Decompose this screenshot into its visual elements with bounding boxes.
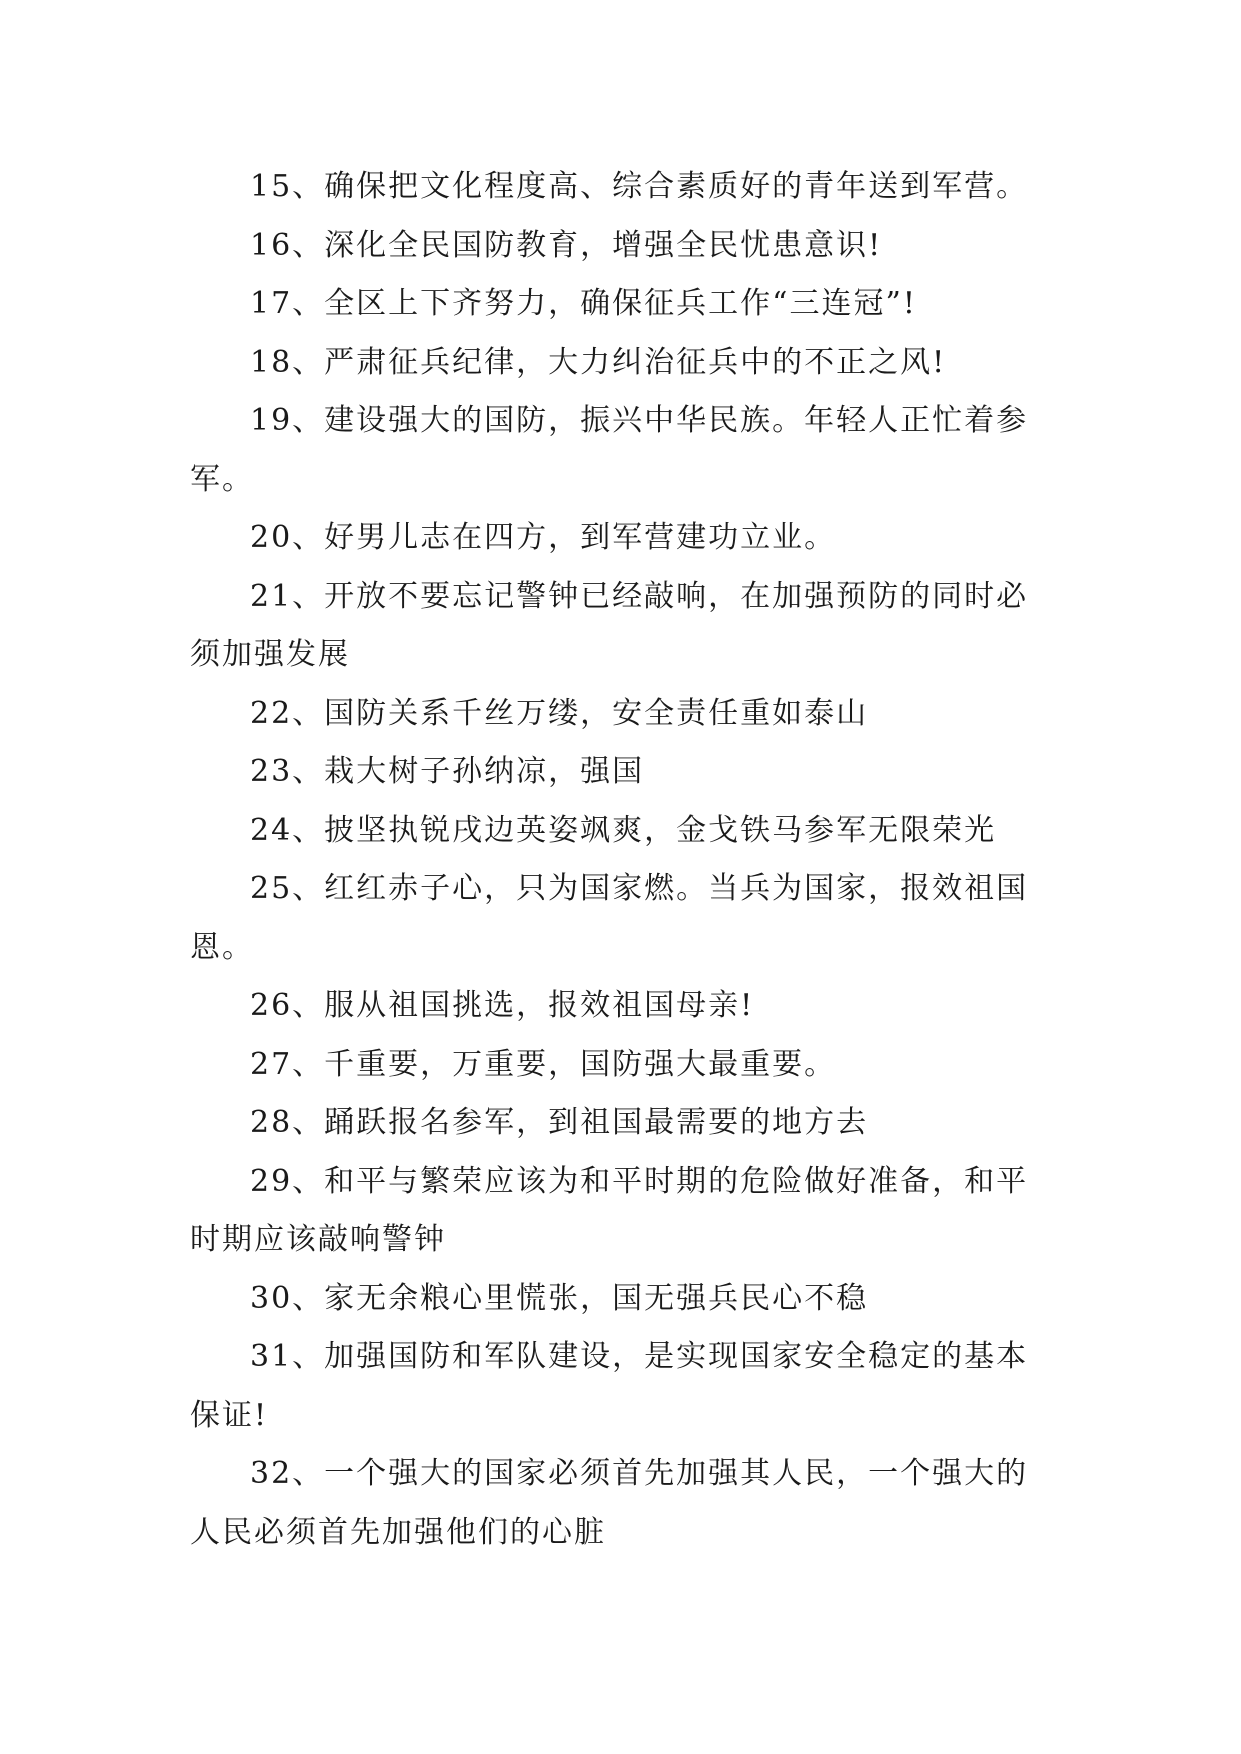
- paragraph-19: 19、建设强大的国防，振兴中华民族。年轻人正忙着参军。: [190, 403, 1029, 497]
- paragraph-27: 27、千重要，万重要，国防强大最重要。: [250, 1046, 837, 1082]
- paragraph-22: 22、国防关系千丝万缕，安全责任重如泰山: [250, 695, 869, 731]
- paragraph-21: 21、开放不要忘记警钟已经敲响，在加强预防的同时必须加强发展: [190, 578, 1029, 672]
- paragraph-26: 26、服从祖国挑选，报效祖国母亲!: [250, 988, 755, 1023]
- document-body: [190, 158, 1050, 1562]
- paragraph-29: 29、和平与繁荣应该为和平时期的危险做好准备，和平时期应该敲响警钟: [190, 1163, 1029, 1257]
- paragraph-25: 25、红红赤子心，只为国家燃。当兵为国家，报效祖国恩。: [190, 871, 1029, 965]
- paragraph-17: 17、全区上下齐努力，确保征兵工作“三连冠”!: [250, 286, 917, 321]
- paragraph-18: 18、严肃征兵纪律，大力纠治征兵中的不正之风!: [250, 344, 947, 380]
- paragraph-20: 20、好男儿志在四方，到军营建功立业。: [250, 520, 837, 555]
- paragraph-28: 28、踊跃报名参军，到祖国最需要的地方去: [250, 1105, 869, 1140]
- paragraph-24: 24、披坚执锐戌边英姿飒爽，金戈铁马参军无限荣光: [250, 812, 997, 848]
- paragraph-32: 32、一个强大的国家必须首先加强其人民，一个强大的人民必须首先加强他们的心脏: [190, 1456, 1029, 1550]
- paragraph-15: 15、确保把文化程度高、综合素质好的青年送到军营。: [250, 169, 1029, 204]
- paragraph-23: 23、栽大树子孙纳凉，强国: [250, 754, 645, 789]
- paragraph-31: 31、加强国防和军队建设，是实现国家安全稳定的基本保证!: [190, 1339, 1029, 1433]
- paragraph-30: 30、家无余粮心里慌张，国无强兵民心不稳: [250, 1280, 869, 1316]
- paragraph-16: 16、深化全民国防教育，增强全民忧患意识!: [250, 227, 883, 263]
